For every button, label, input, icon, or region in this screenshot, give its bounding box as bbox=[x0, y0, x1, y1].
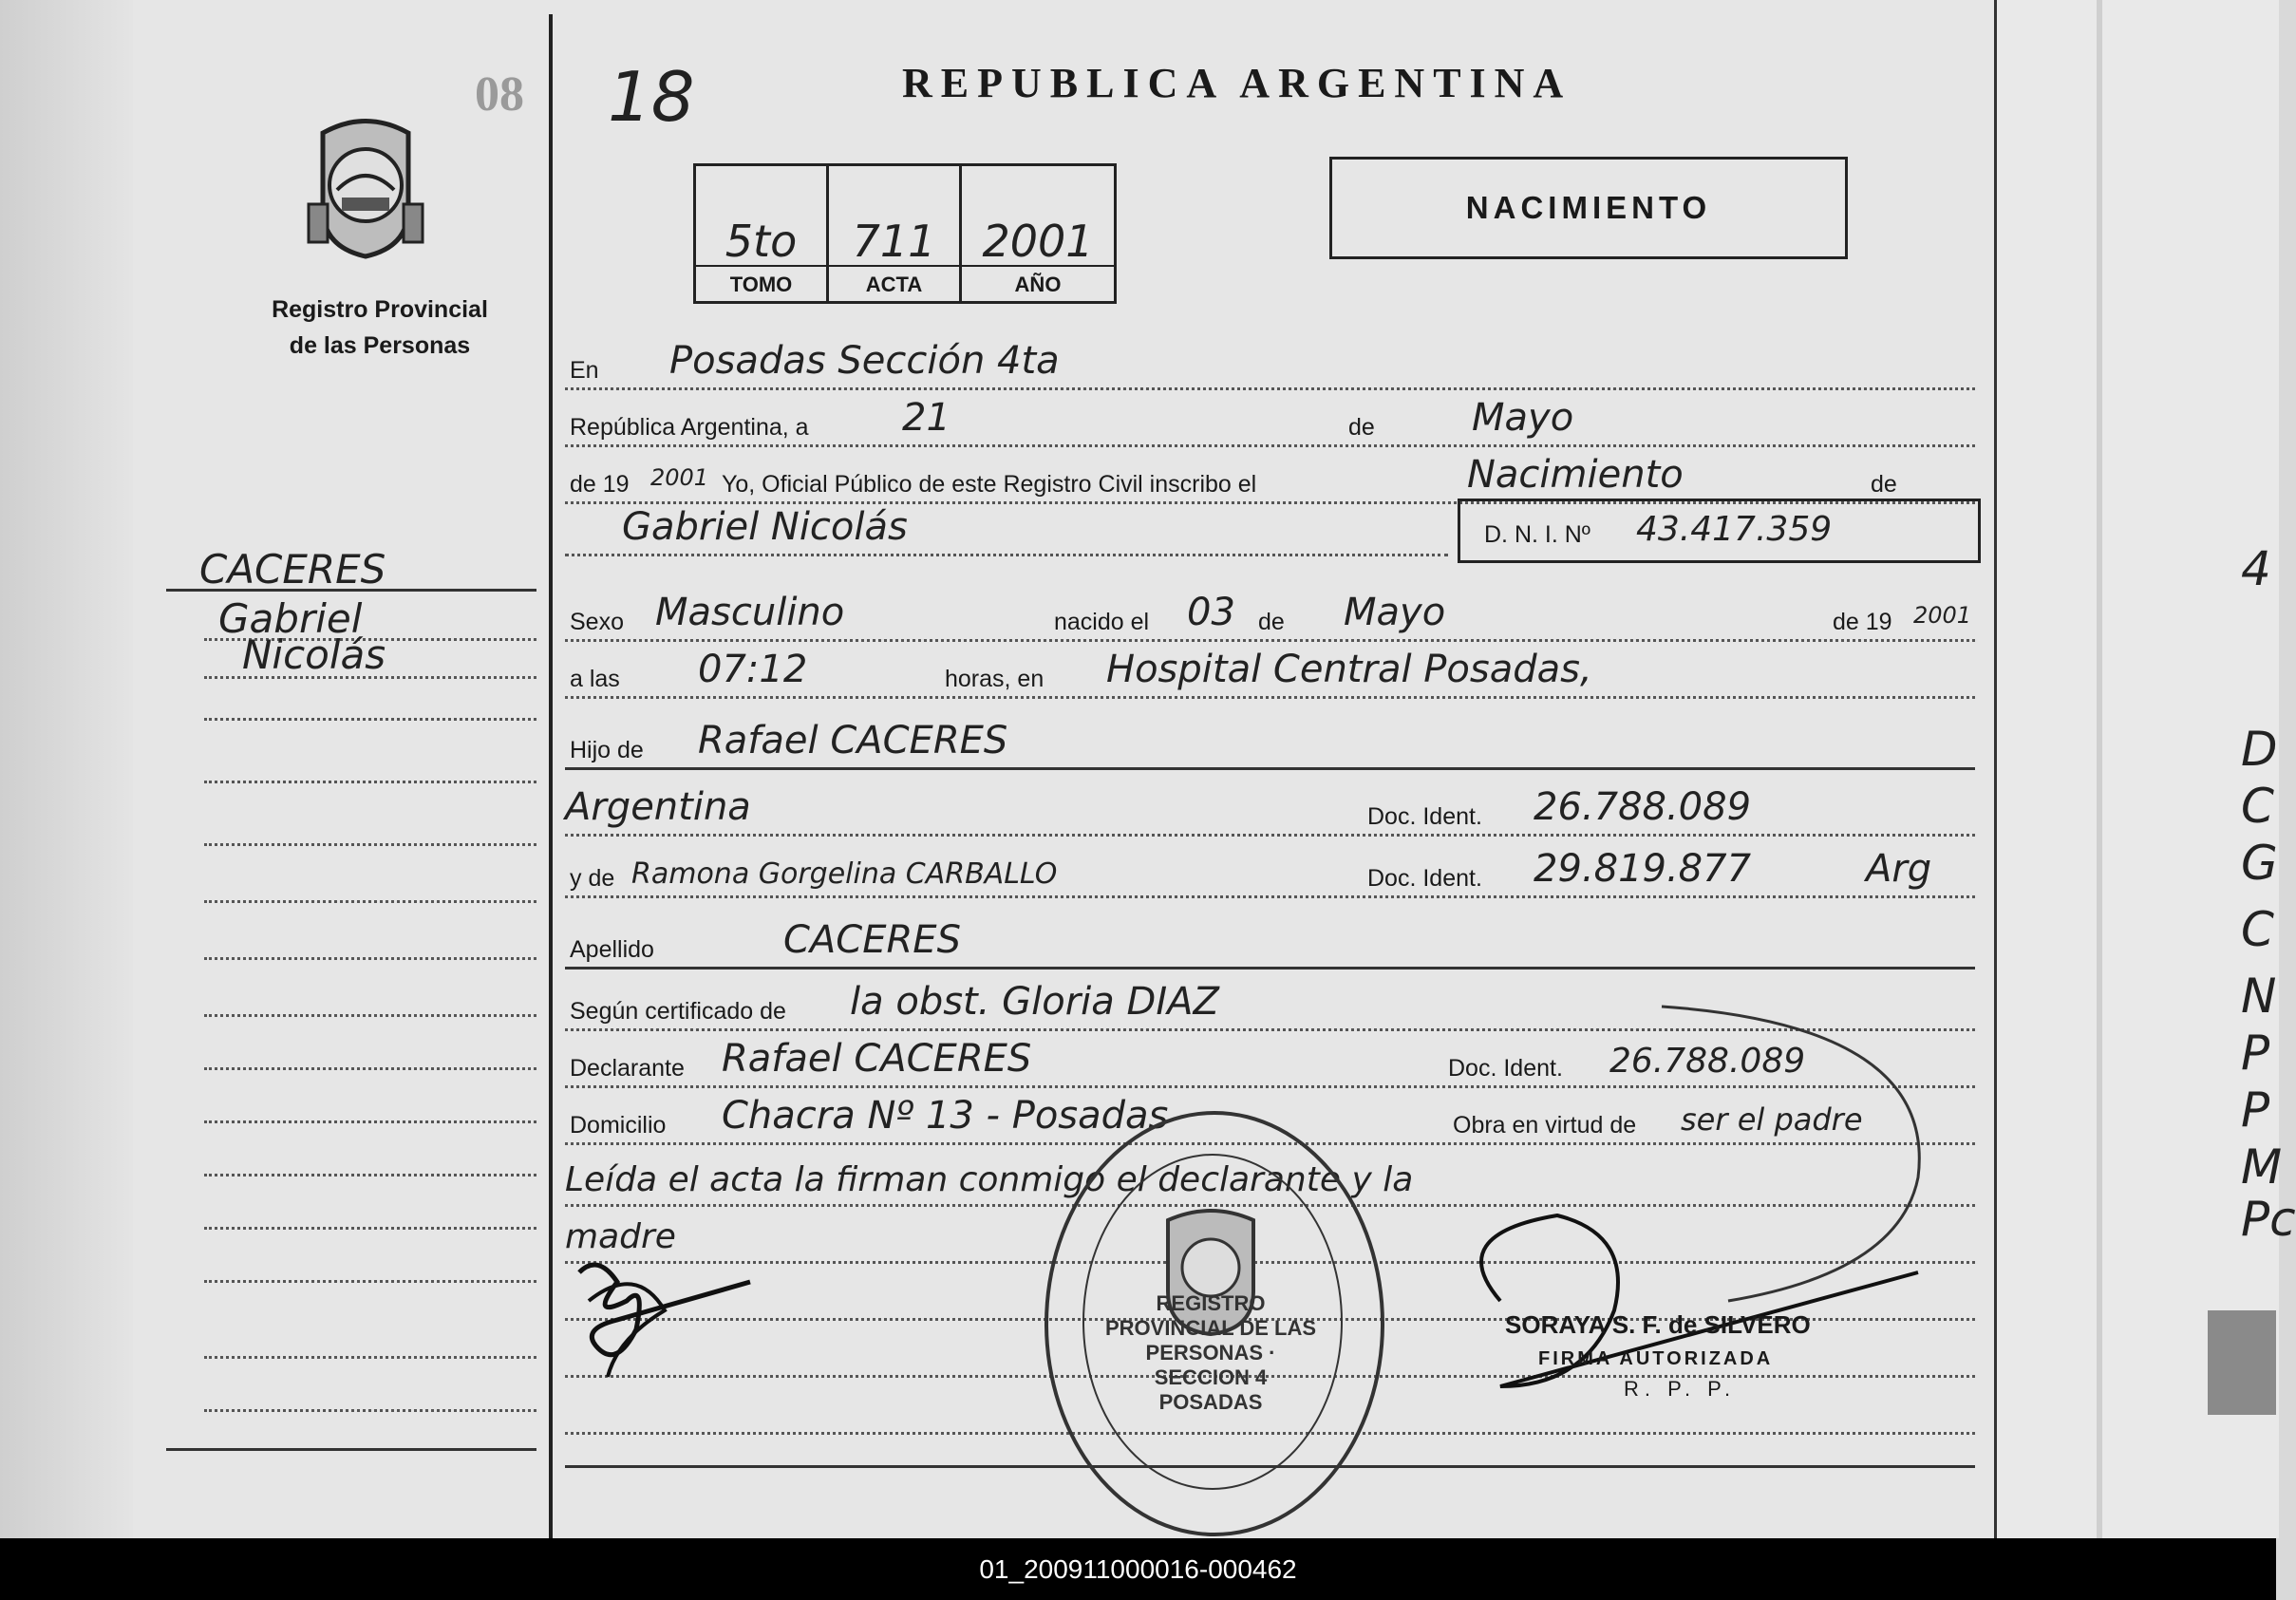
dni-value: 43.417.359 bbox=[1636, 510, 1833, 549]
form-row-en bbox=[565, 337, 1975, 394]
de-label-3: de bbox=[1258, 609, 1285, 635]
birth-month-value: Mayo bbox=[1344, 591, 1446, 634]
dotted-line bbox=[565, 895, 1975, 898]
tomo-cell bbox=[696, 166, 829, 301]
obra-value: ser el padre bbox=[1681, 1101, 1863, 1138]
mother-doc-label: Doc. Ident. bbox=[1367, 865, 1482, 892]
margin-rule bbox=[204, 900, 536, 903]
year-prefix-label-2: de 19 bbox=[1833, 609, 1892, 635]
registry-name bbox=[228, 292, 532, 364]
act-value: Nacimiento bbox=[1467, 453, 1684, 497]
en-value: Posadas Sección 4ta bbox=[669, 339, 1060, 383]
declarante-value: Rafael CACERES bbox=[722, 1037, 1032, 1081]
mother-nationality-value: Arg bbox=[1866, 847, 1932, 891]
solid-line bbox=[565, 767, 1975, 770]
horas-label: horas, en bbox=[945, 666, 1044, 692]
tomo-value: 5to bbox=[725, 216, 798, 267]
form-row-apellido bbox=[565, 916, 1975, 973]
obra-label: Obra en virtud de bbox=[1453, 1112, 1637, 1139]
handwritten-mark: 18 bbox=[608, 57, 695, 137]
ano-cell bbox=[962, 166, 1114, 301]
nacido-label: nacido el bbox=[1054, 609, 1150, 635]
form-row-father-doc bbox=[565, 783, 1975, 840]
child-name-value: Gabriel Nicolás bbox=[622, 505, 908, 549]
solid-line bbox=[565, 967, 1975, 969]
day-value: 21 bbox=[902, 396, 950, 440]
form-row-name bbox=[565, 503, 1448, 560]
record-number-box bbox=[693, 163, 1117, 304]
adjacent-page-fold bbox=[2097, 0, 2102, 1538]
year-prefix-label: de 19 bbox=[570, 471, 630, 498]
adjacent-page bbox=[1994, 0, 2279, 1538]
registry-line-2: de las Personas bbox=[289, 332, 471, 359]
acta-value: 711 bbox=[852, 216, 936, 267]
hijo-label: Hijo de bbox=[570, 737, 644, 763]
adjacent-page-letter: M bbox=[2241, 1139, 2283, 1195]
de-label: de bbox=[1348, 414, 1375, 441]
birth-year-value: 2001 bbox=[1913, 602, 1972, 629]
declarante-doc-label: Doc. Ident. bbox=[1448, 1055, 1563, 1082]
image-id-footer: 01_200911000016-000462 bbox=[0, 1538, 2276, 1600]
signatory-org: R. P. P. bbox=[1624, 1377, 1737, 1401]
mother-name-value: Ramona Gorgelina CARBALLO bbox=[631, 857, 1058, 891]
margin-rule bbox=[204, 781, 536, 783]
ano-value: 2001 bbox=[982, 216, 1094, 267]
birth-day-value: 03 bbox=[1187, 591, 1235, 634]
document-title: REPUBLICA ARGENTINA bbox=[902, 60, 1572, 106]
acta-label: ACTA bbox=[829, 265, 959, 297]
declarante-signature-icon bbox=[560, 1244, 769, 1386]
margin-given-2: Nicolás bbox=[242, 631, 386, 678]
dotted-line bbox=[565, 554, 1448, 556]
segun-label: Según certificado de bbox=[570, 998, 786, 1025]
adjacent-page-photo bbox=[2208, 1310, 2276, 1415]
apellido-label: Apellido bbox=[570, 936, 654, 963]
dni-box bbox=[1458, 499, 1981, 563]
sexo-label: Sexo bbox=[570, 609, 624, 635]
adjacent-page-letter: 4 bbox=[2241, 541, 2271, 596]
father-name-value: Rafael CACERES bbox=[698, 719, 1008, 762]
dotted-line bbox=[565, 387, 1975, 390]
republica-label: República Argentina, a bbox=[570, 414, 809, 441]
margin-rule bbox=[204, 1227, 536, 1230]
declarante-doc-value: 26.788.089 bbox=[1609, 1042, 1806, 1081]
year-value: 2001 bbox=[650, 464, 709, 491]
de-label-2: de bbox=[1871, 471, 1897, 498]
registry-line-1: Registro Provincial bbox=[272, 296, 488, 323]
adjacent-page-letter: P bbox=[2241, 1026, 2270, 1081]
margin-given-1: Gabriel bbox=[218, 595, 363, 642]
birth-place-value: Hospital Central Posadas, bbox=[1106, 648, 1592, 691]
dotted-line bbox=[565, 696, 1975, 699]
certificado-value: la obst. Gloria DIAZ bbox=[850, 980, 1219, 1024]
adjacent-page-letter: Pc bbox=[2241, 1192, 2296, 1247]
margin-rule bbox=[204, 1174, 536, 1176]
ano-label: AÑO bbox=[962, 265, 1114, 297]
adjacent-page-letter: G bbox=[2241, 836, 2278, 891]
father-doc-value: 26.788.089 bbox=[1534, 785, 1752, 829]
margin-rule bbox=[204, 1280, 536, 1283]
declarante-label: Declarante bbox=[570, 1055, 685, 1082]
serial-number: 08 bbox=[475, 67, 524, 122]
margin-rule bbox=[166, 1448, 536, 1451]
form-row-hijo bbox=[565, 717, 1975, 774]
apellido-value: CACERES bbox=[783, 918, 961, 962]
en-label: En bbox=[570, 357, 599, 384]
acta-cell bbox=[829, 166, 962, 301]
form-row-date bbox=[565, 394, 1975, 451]
margin-divider bbox=[549, 14, 553, 1538]
form-row-hora bbox=[565, 646, 1975, 703]
seal-text: REGISTRO PROVINCIAL DE LAS PERSONAS · SECCION 4 POSADAS bbox=[1104, 1291, 1317, 1414]
margin-rule bbox=[204, 1356, 536, 1359]
month-value: Mayo bbox=[1472, 396, 1574, 440]
signatory-role: FIRMA AUTORIZADA bbox=[1538, 1348, 1774, 1369]
adjacent-page-letter: C bbox=[2241, 779, 2274, 834]
adjacent-page-letter: C bbox=[2241, 902, 2274, 957]
domicilio-label: Domicilio bbox=[570, 1112, 667, 1139]
form-row-mother bbox=[565, 845, 1975, 902]
adjacent-page-letter: D bbox=[2241, 722, 2278, 777]
mother-doc-value: 29.819.877 bbox=[1534, 847, 1752, 891]
notes-line-1: Leída el acta la firman conmigo el declarante y la bbox=[565, 1160, 1414, 1199]
margin-rule bbox=[204, 1067, 536, 1070]
hour-value: 07:12 bbox=[698, 648, 808, 691]
father-doc-label: Doc. Ident. bbox=[1367, 803, 1482, 830]
yo-label: Yo, Oficial Público de este Registro Civil inscribo el bbox=[722, 471, 1257, 498]
dotted-line bbox=[565, 444, 1975, 447]
sexo-value: Masculino bbox=[655, 591, 845, 634]
margin-rule bbox=[204, 1409, 536, 1412]
adjacent-page-letter: P bbox=[2241, 1082, 2270, 1138]
alas-label: a las bbox=[570, 666, 620, 692]
dotted-line bbox=[565, 639, 1975, 642]
provincial-crest-icon bbox=[304, 114, 427, 261]
margin-rule bbox=[204, 718, 536, 721]
margin-rule bbox=[204, 1014, 536, 1017]
domicilio-value: Chacra Nº 13 - Posadas bbox=[722, 1094, 1169, 1138]
notes-line-2: madre bbox=[565, 1217, 676, 1256]
margin-rule bbox=[204, 1120, 536, 1123]
form-row-sexo bbox=[565, 589, 1975, 646]
adjacent-page-letter: N bbox=[2241, 969, 2277, 1024]
margin-surname: CACERES bbox=[199, 546, 386, 593]
margin-rule bbox=[204, 843, 536, 846]
yde-label: y de bbox=[570, 865, 615, 892]
margin-rule bbox=[204, 957, 536, 960]
father-nationality-value: Argentina bbox=[565, 785, 751, 829]
dni-label: D. N. I. Nº bbox=[1484, 521, 1590, 548]
dotted-line bbox=[565, 834, 1975, 837]
page-left-edge bbox=[0, 0, 133, 1538]
record-type-box: NACIMIENTO bbox=[1329, 157, 1848, 259]
tomo-label: TOMO bbox=[696, 265, 826, 297]
signatory-name: SORAYA S. F. de SILVERO bbox=[1505, 1310, 1811, 1339]
